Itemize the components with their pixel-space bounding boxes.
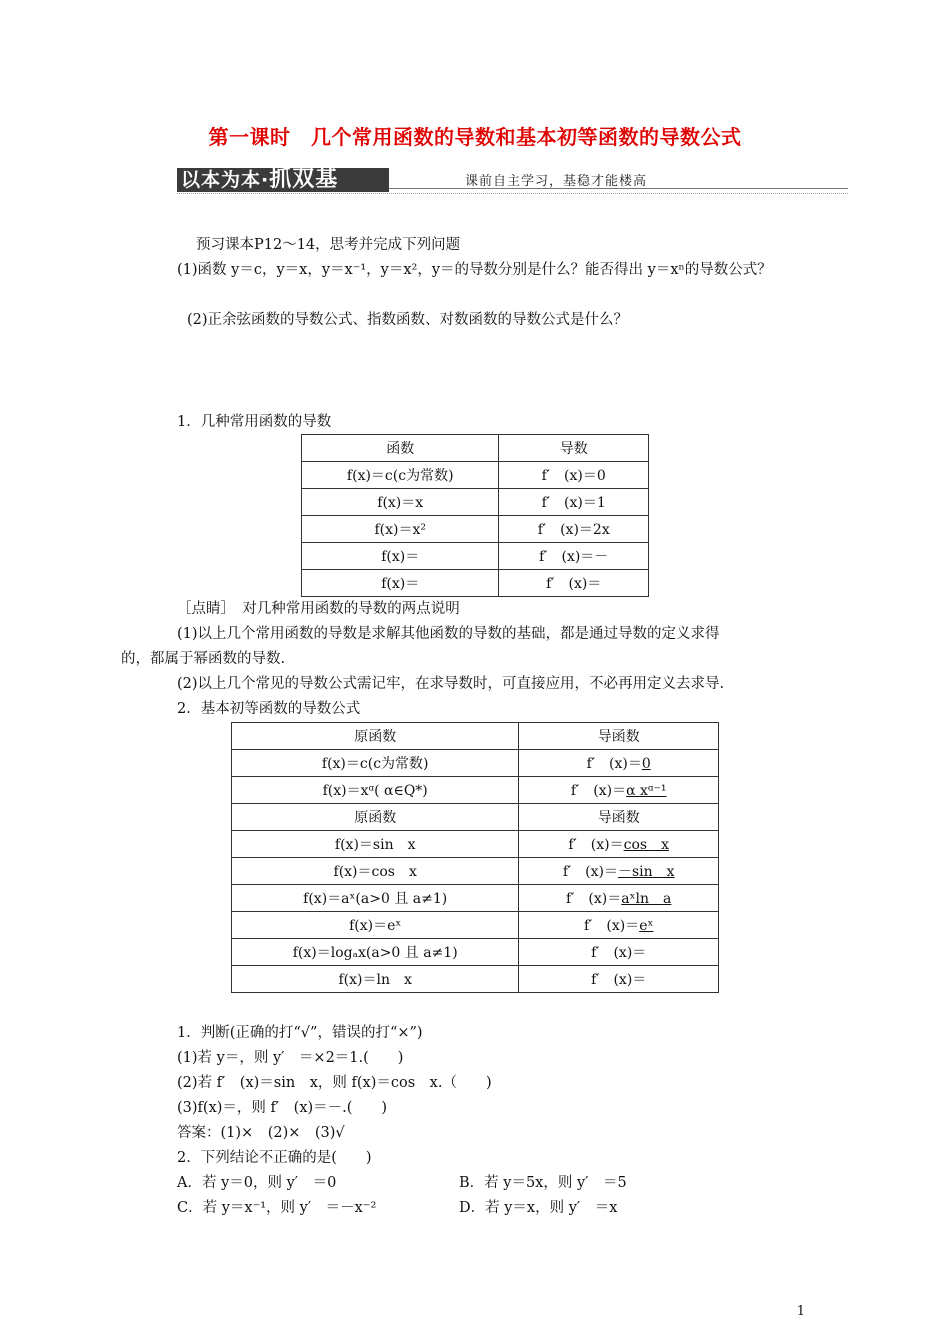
table-cell <box>519 777 719 804</box>
table-row <box>302 462 649 489</box>
table-cell: f(x)＝x <box>302 489 499 516</box>
derivative-prefix: f′ (x)＝ <box>591 972 647 988</box>
table-cell <box>519 831 719 858</box>
derivative-answer: 0 <box>641 756 651 772</box>
note-paragraph-2: (2)以上几个常见的导数公式需记牢，在求导数时，可直接应用，不必再用定义去求导. <box>177 676 725 692</box>
banner-label-big: 抓双基 <box>269 167 339 192</box>
exercise-1-answer: 答案：(1)× (2)× (3)√ <box>177 1125 345 1141</box>
table-cell: f(x)＝ <box>302 570 499 597</box>
table-cell <box>519 939 719 966</box>
preview-question-2: (2)正余弦函数的导数公式、指数函数、对数函数的导数公式是什么？ <box>187 312 629 328</box>
derivative-answer: －sin x <box>618 864 675 880</box>
table-cell: f′ (x)＝0 <box>499 462 649 489</box>
table-cell: f(x)＝logₐx(a>0 且 a≠1) <box>232 939 519 966</box>
table-row <box>232 966 719 993</box>
table-row <box>232 777 719 804</box>
table-row <box>232 885 719 912</box>
derivative-answer: cos x <box>623 837 669 853</box>
derivative-prefix: f′ (x)＝ <box>566 891 622 907</box>
section-banner <box>177 168 848 194</box>
derivative-answer: α xᵅ⁻¹ <box>626 783 667 799</box>
derivative-prefix: f′ (x)＝ <box>562 864 618 880</box>
note-heading: ［点睛］ 对几种常用函数的导数的两点说明 <box>177 601 460 617</box>
table-header-row <box>232 723 719 750</box>
derivative-prefix: f′ (x)＝ <box>568 837 624 853</box>
table-header-row <box>302 435 649 462</box>
option-d: D．若 y＝x，则 y′ ＝x <box>459 1200 618 1216</box>
table-cell: f(x)＝eˣ <box>232 912 519 939</box>
common-derivatives-table <box>301 434 649 597</box>
table-row <box>232 831 719 858</box>
table-cell: f(x)＝aˣ(a>0 且 a≠1) <box>232 885 519 912</box>
table-cell <box>519 858 719 885</box>
preview-question-1: (1)函数 y＝c，y＝x，y＝x⁻¹，y＝x²，y＝的导数分别是什么？能否得出 y＝xⁿ的导数公式？ <box>177 262 772 278</box>
table-cell <box>519 912 719 939</box>
table-row <box>232 750 719 777</box>
table-header-cell: 原函数 <box>232 723 519 750</box>
table-row <box>302 570 649 597</box>
section2-heading: 2．基本初等函数的导数公式 <box>177 701 361 717</box>
table-cell: f′ (x)＝2x <box>499 516 649 543</box>
derivative-prefix: f′ (x)＝ <box>591 945 647 961</box>
option-b: B．若 y＝5x，则 y′ ＝5 <box>459 1175 627 1191</box>
banner-tagline: 课前自主学习，基稳才能楼高 <box>465 174 648 189</box>
table-cell: f′ (x)＝1 <box>499 489 649 516</box>
table-row <box>302 516 649 543</box>
table-cell <box>519 885 719 912</box>
derivative-prefix: f′ (x)＝ <box>586 756 642 772</box>
table-cell: f(x)＝cos x <box>232 858 519 885</box>
banner-label <box>177 168 389 192</box>
derivative-prefix: f′ (x)＝ <box>584 918 640 934</box>
note-paragraph-1-cont: 的，都属于幂函数的导数. <box>121 651 286 667</box>
option-c: C．若 y＝x⁻¹，则 y′ ＝－x⁻² <box>177 1200 377 1216</box>
table-cell: f′ (x)＝ <box>499 570 649 597</box>
page-title: 第一课时 几个常用函数的导数和基本初等函数的导数公式 <box>208 125 742 149</box>
table-cell <box>519 966 719 993</box>
table-cell: f(x)＝xᵅ( α∈Q*) <box>232 777 519 804</box>
preview-intro: 预习课本P12～14，思考并完成下列问题 <box>196 237 461 253</box>
table-subheader-row <box>232 804 719 831</box>
exercise-1-1: (1)若 y＝，则 y′ ＝×2＝1.( ) <box>177 1050 404 1066</box>
derivative-answer: aˣln a <box>621 891 672 907</box>
table-cell: f(x)＝c(c为常数) <box>232 750 519 777</box>
table-cell <box>519 750 719 777</box>
table-row <box>302 543 649 570</box>
table-row <box>232 858 719 885</box>
table-cell: f(x)＝ <box>302 543 499 570</box>
note-paragraph-1: (1)以上几个常用函数的导数是求解其他函数的导数的基础，都是通过导数的定义求得 <box>177 626 720 642</box>
exercise-1: 1．判断(正确的打“√”，错误的打“×”) <box>177 1025 423 1041</box>
exercise-2: 2．下列结论不正确的是( ) <box>177 1150 372 1166</box>
banner-label-small: 以本为本· <box>181 169 270 191</box>
derivative-answer: eˣ <box>639 918 654 934</box>
table-header-cell: 导函数 <box>519 723 719 750</box>
page-number: 1 <box>796 1304 805 1319</box>
table-cell: f(x)＝x² <box>302 516 499 543</box>
table-row <box>232 912 719 939</box>
option-a: A．若 y＝0，则 y′ ＝0 <box>177 1175 337 1191</box>
table-cell: f(x)＝ln x <box>232 966 519 993</box>
table-header-cell: 导数 <box>499 435 649 462</box>
exercise-1-3: (3)f(x)＝，则 f′ (x)＝－.( ) <box>177 1100 388 1116</box>
table-cell: f′ (x)＝－ <box>499 543 649 570</box>
derivative-prefix: f′ (x)＝ <box>570 783 627 799</box>
table-header-cell: 函数 <box>302 435 499 462</box>
table-cell: f(x)＝c(c为常数) <box>302 462 499 489</box>
table-header-cell: 原函数 <box>232 804 519 831</box>
table-cell: f(x)＝sin x <box>232 831 519 858</box>
section1-heading: 1．几种常用函数的导数 <box>177 414 332 430</box>
elementary-derivatives-table <box>231 722 719 993</box>
table-header-cell: 导函数 <box>519 804 719 831</box>
exercise-1-2: (2)若 f′ (x)＝sin x，则 f(x)＝cos x.（ ) <box>177 1075 492 1091</box>
table-row <box>232 939 719 966</box>
table-row <box>302 489 649 516</box>
banner-dotted-rule <box>177 193 848 194</box>
